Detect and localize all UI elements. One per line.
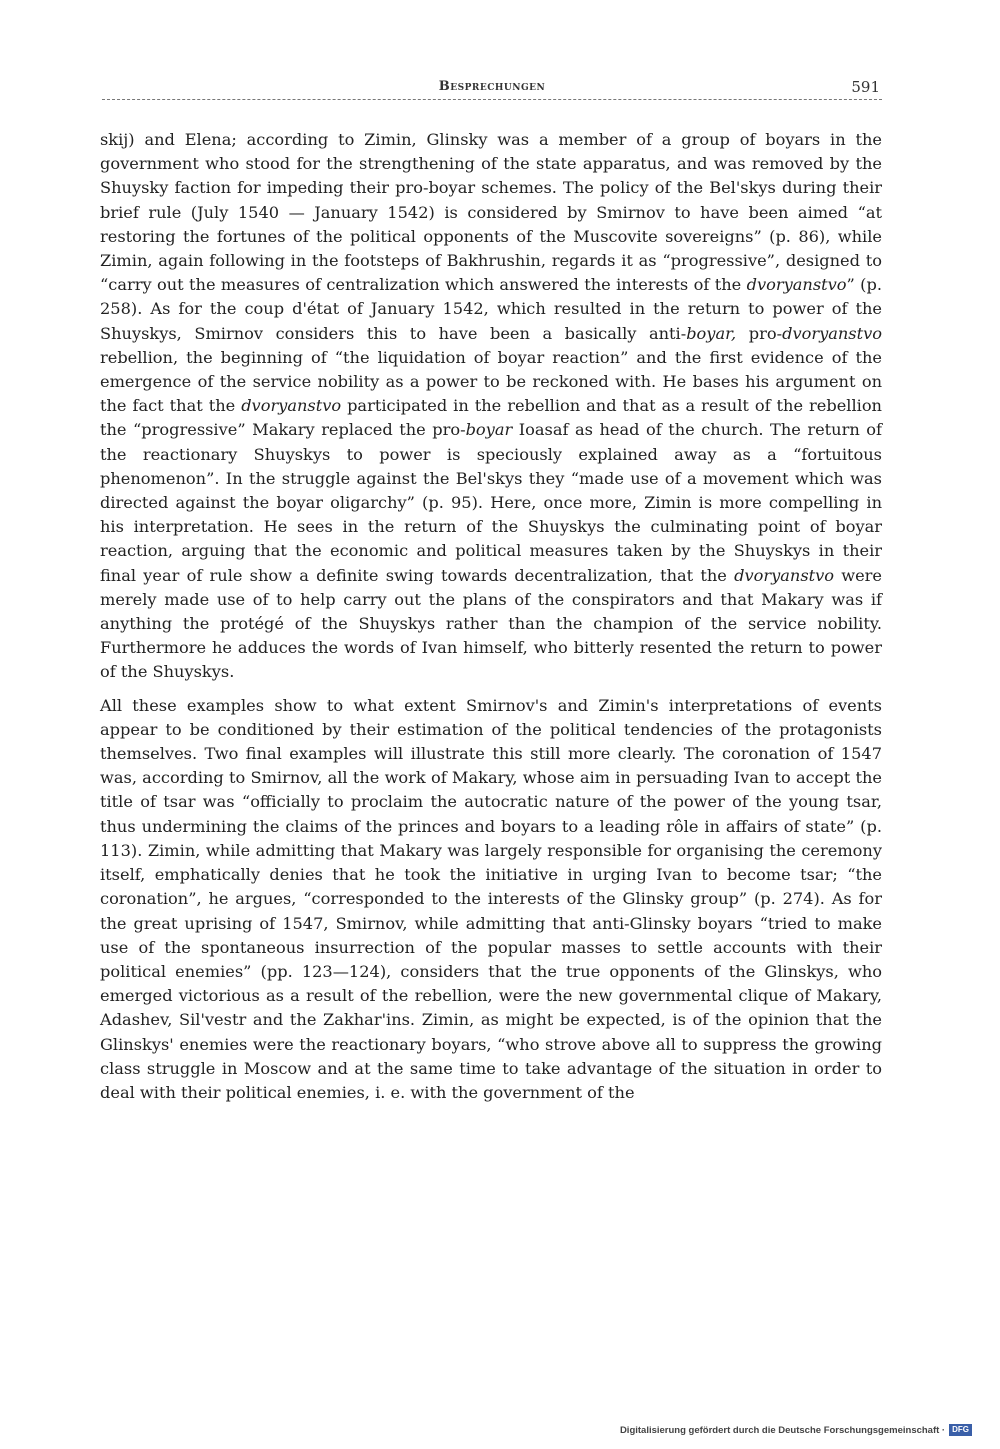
page-header bbox=[102, 76, 882, 102]
italic-term: dvoryanstvo bbox=[782, 323, 882, 343]
body-text bbox=[100, 128, 882, 1105]
italic-term: dvoryanstvo bbox=[746, 275, 847, 295]
text-run: participated in the rebellion and that as a result of the rebellion the “progressive” Makary replaced the pro- bbox=[100, 396, 882, 440]
page-number: 591 bbox=[851, 78, 880, 96]
text-run: skij) and Elena; according to Zimin, Glinsky was a member of a group of boyars in the government who stood for the strengthening of the state apparatus, and was removed by the Shuysky faction for impeding their pro-boyar schemes. The policy of the Bel'skys during their brief rule (July 1540 — January 1542) is considered by Smirnov to have been aimed “at restoring the fortunes of the political opponents of the Muscovite sovereigns” (p. 86), while Zimin, again following in the footsteps of Bakhrushin, regards it as “progressive”, designed to “carry out the measures of centralization which answered the interests of the bbox=[100, 130, 882, 295]
text-run: Ioasaf as head of the church. The return of the reactionary Shuyskys to power is speciously explained away as a “fortuitous phenomenon”. In the struggle against the Bel'skys they “made use of a movement which was directed against the boyar oligarchy” (p. 95). Here, once more, Zimin is more compelling in his interpretation. He sees in the return of the Shuyskys the culminating point of boyar reaction, arguing that the economic and political measures taken by the Shuyskys in their final year of rule show a definite swing towards decentralization, that the bbox=[100, 420, 882, 585]
text-run: rebellion, the beginning of “the liquidation of boyar reaction” and the first evidence of the emergence of the service nobility as a power to be reckoned with. He bases his argument on the fact that the bbox=[100, 347, 882, 416]
text-run: were merely made use of to help carry out the plans of the conspirators and that Makary was if anything the protégé of the Shuyskys rather than the champion of the service nobility. Furthermore he adduces the words of Ivan himself, who bitterly resented the return to power of the Shuyskys. bbox=[100, 565, 882, 682]
italic-term: boyar bbox=[465, 420, 513, 440]
credit-text: Digitalisierung gefördert durch die Deutsche Forschungsgemeinschaft · bbox=[619, 1424, 946, 1436]
italic-term: dvoryanstvo bbox=[734, 565, 835, 585]
running-head-title: Besprechungen bbox=[438, 79, 546, 94]
dfg-logo: DFG bbox=[949, 1424, 972, 1436]
text-run: All these examples show to what extent Smirnov's and Zimin's interpretations of events appear to be conditioned by their estimation of the political tendencies of the protagonists themselves. Two final examples will illustrate this still more clearly. The coronation of 1547 was, according to Smirnov, all the work of Makary, whose aim in persuading Ivan to accept the title of tsar was “officially to proclaim the autocratic nature of the power of the young tsar, thus undermining the claims of the princes and boyars to a leading rôle in affairs of state” (p. 113). Zimin, while admitting that Makary was largely responsible for organising the ceremony itself, emphatically denies that he took the initiative in urging Ivan to become tsar; “the coronation”, he argues, “corresponded to the interests of the Glinsky group” (p. 274). As for the great uprising of 1547, Smirnov, while admitting that anti-Glinsky boyars “tried to make use of the spontaneous insurrection of the popular masses to settle accounts with their political enemies” (pp. 123—124), considers that the true opponents of the Glinskys, who emerged victorious as a result of the rebellion, were the new governmental clique of Makary, Adashev, Sil'vestr and the Zakhar'ins. Zimin, as might be expected, is of the opinion that the Glinskys' enemies were the reactionary boyars, “who strove above all to suppress the growing class struggle in Moscow and at the same time to take advantage of the situation in order to deal with their political enemies, i. e. with the government of the bbox=[100, 695, 882, 1102]
digitization-credit bbox=[620, 1424, 972, 1436]
italic-term: dvoryanstvo bbox=[241, 396, 342, 416]
text-run: ” (p. 258). As for the coup d'état of January 1542, which resulted in the return to power of the Shuyskys, Smirnov considers this to have been a basically anti- bbox=[100, 275, 883, 343]
text-run: pro- bbox=[736, 323, 783, 343]
paragraph bbox=[100, 128, 882, 685]
paragraph bbox=[100, 694, 882, 1105]
header-rule bbox=[102, 99, 882, 100]
italic-term: boyar, bbox=[686, 323, 737, 343]
